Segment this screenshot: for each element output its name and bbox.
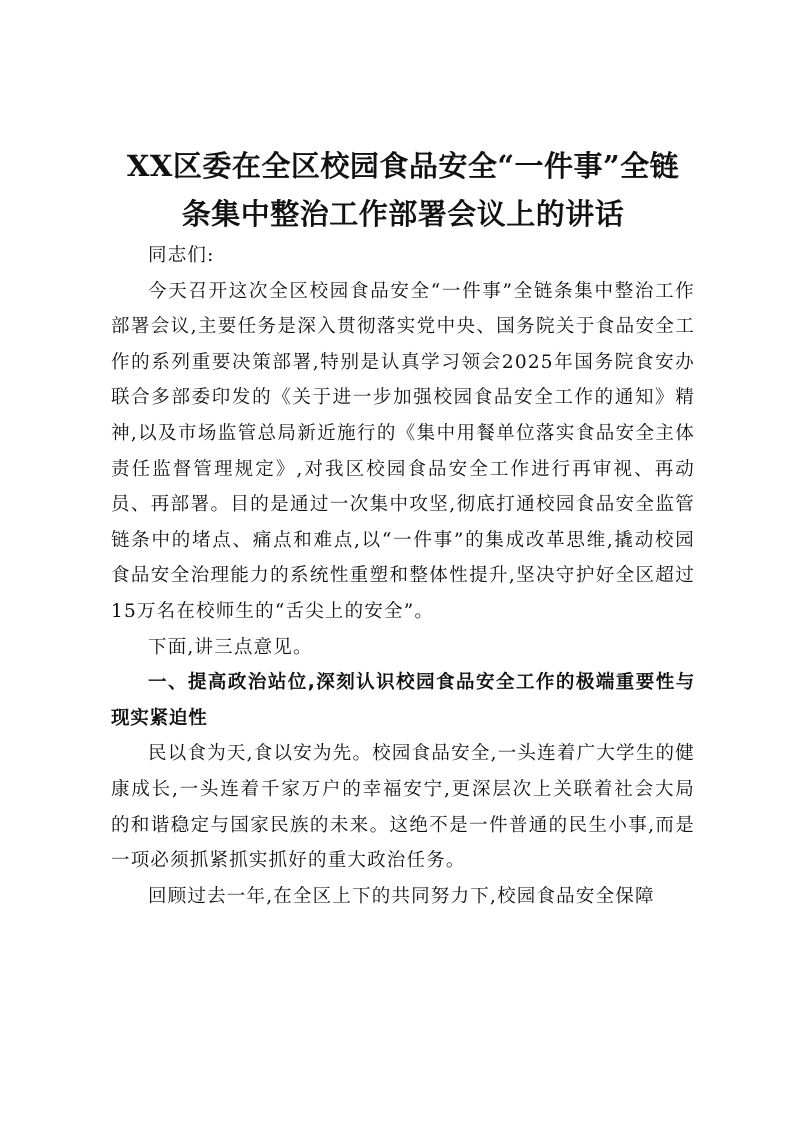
section-heading-1: 一、提高政治站位,深刻认识校园食品安全工作的极端重要性与现实紧迫性 [111,672,695,729]
document-body [111,142,695,914]
paragraph-opening: 今天召开这次全区校园食品安全“一件事”全链条集中整治工作部署会议,主要任务是深入贯彻落实党中央、国务院关于食品安全工作的系列重要决策部署,特别是认真学习领会2025年国务院食安办联合多部委印发的《关于进一步加强校园食品安全工作的通知》精神,以及市场监管总局新近施行的《集中用餐单位落实食品安全主体责任监督管理规定》,对我区校园食品安全工作进行再审视、再动员、再部署。目的是通过一次集中攻坚,彻底打通校园食品安全监管链条中的堵点、痛点和难点,以“一件事”的集成改革思维,撬动校园食品安全治理能力的系统性重塑和整体性提升,坚决守护好全区超过15万名在校师生的“舌尖上的安全”。 [111,280,695,622]
section-1-paragraph-2: 回顾过去一年,在全区上下的共同努力下,校园食品安全保障 [148,885,655,907]
title-line-2: 条集中整治工作部署会议上的讲话 [181,197,625,231]
document-title [111,142,695,238]
paragraph-transition: 下面,讲三点意见。 [148,636,313,658]
section-1-paragraph-1: 民以食为天,食以安为先。校园食品安全,一头连着广大学生的健康成长,一头连着千家万户的幸福安宁,更深层次上关联着社会大局的和谐稳定与国家民族的未来。这绝不是一件普通的民生小事,而是一项必须抓紧抓实抓好的重大政治任务。 [111,743,695,872]
title-line-1: XX区委在全区校园食品安全“一件事”全链 [126,149,680,183]
salutation: 同志们: [148,245,215,266]
